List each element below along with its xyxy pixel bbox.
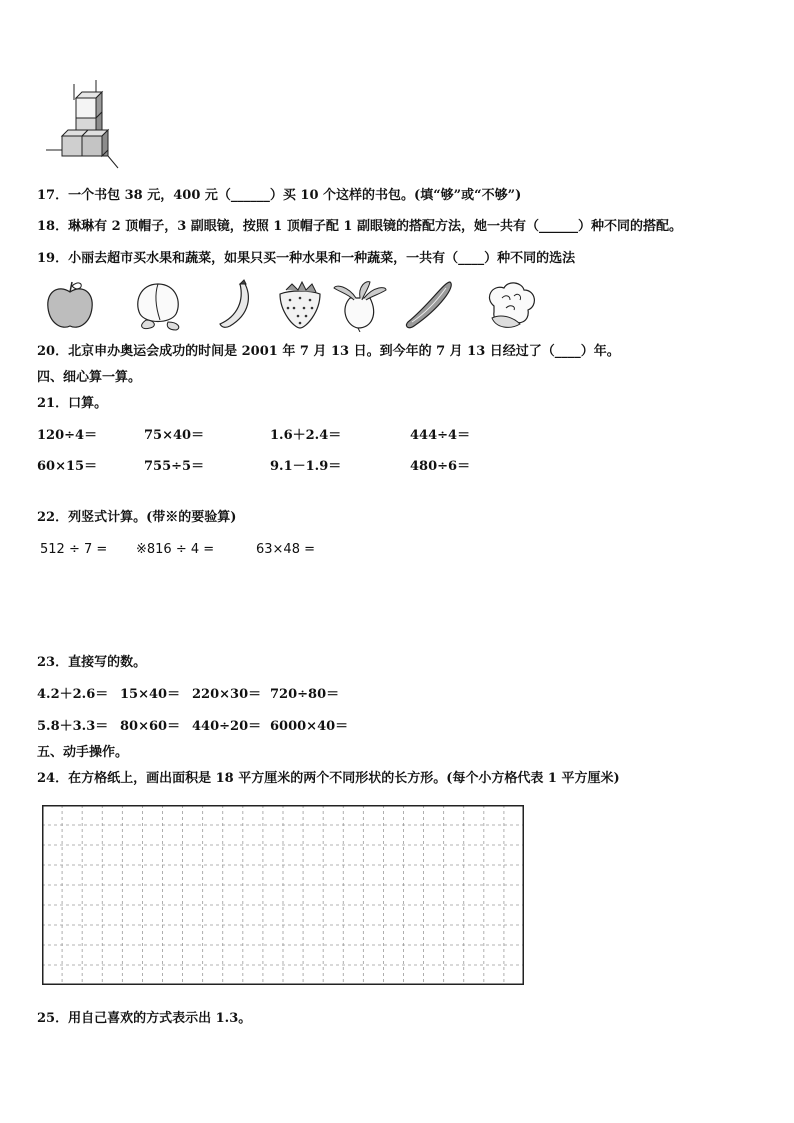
question-19: 19．小丽去超市买水果和蔬菜，如果只买一种水果和一种蔬菜，一共有（____）种不同的选法 — [37, 251, 576, 266]
q21-item: 75×40＝ — [144, 428, 205, 443]
q23-item: 5.8＋3.3＝ — [37, 719, 109, 734]
q23-item: 6000×40＝ — [270, 719, 349, 734]
q22-item: ※816 ÷ 4 = — [136, 542, 215, 557]
question-23: 23．直接写的数。 — [37, 655, 147, 670]
q22-item: 63×48 = — [256, 542, 316, 557]
question-25: 25．用自己喜欢的方式表示出 1.3。 — [37, 1011, 252, 1026]
question-20: 20．北京申办奥运会成功的时间是 2001 年 7 月 13 日。到今年的 7 月 13 日经过了（____）年。 — [37, 344, 620, 359]
banana-icon — [208, 278, 268, 332]
q23-item: 220×30＝ — [192, 687, 262, 702]
q21-item: 480÷6＝ — [410, 459, 471, 474]
cauliflower-icon — [480, 278, 540, 332]
q21-item: 120÷4＝ — [37, 428, 98, 443]
q22-item: 512 ÷ 7 = — [40, 542, 108, 557]
section-4-heading: 四、细心算一算。 — [37, 370, 142, 385]
q23-item: 440÷20＝ — [192, 719, 262, 734]
question-18: 18．琳琳有 2 顶帽子，3 副眼镜，按照 1 顶帽子配 1 副眼镜的搭配方法，她一共有（______）种不同的搭配。 — [37, 219, 682, 234]
q21-item: 444÷4＝ — [410, 428, 471, 443]
section-5-heading: 五、动手操作。 — [37, 745, 129, 760]
cucumber-icon — [400, 278, 460, 332]
q23-item: 4.2＋2.6＝ — [37, 687, 109, 702]
q21-item: 9.1－1.9＝ — [270, 459, 342, 474]
question-21: 21．口算。 — [37, 396, 108, 411]
q23-item: 80×60＝ — [120, 719, 181, 734]
apple-icon — [40, 278, 100, 332]
radish-icon — [330, 278, 390, 332]
cube-stack-figure — [40, 78, 122, 170]
q21-item: 1.6＋2.4＝ — [270, 428, 342, 443]
strawberry-icon — [270, 278, 330, 332]
produce-row — [40, 278, 550, 332]
question-17: 17．一个书包 38 元，400 元（______）买 10 个这样的书包。(填“够”或“不够”) — [37, 188, 522, 203]
q21-item: 60×15＝ — [37, 459, 98, 474]
q23-item: 720÷80＝ — [270, 687, 340, 702]
question-24: 24．在方格纸上，画出面积是 18 平方厘米的两个不同形状的长方形。(每个小方格代表 1 平方厘米) — [37, 771, 620, 786]
question-22: 22．列竖式计算。(带※的要验算) — [37, 510, 237, 525]
peach-icon — [128, 278, 188, 332]
q23-item: 15×40＝ — [120, 687, 181, 702]
grid-paper[interactable] — [42, 805, 524, 985]
q21-item: 755÷5＝ — [144, 459, 205, 474]
